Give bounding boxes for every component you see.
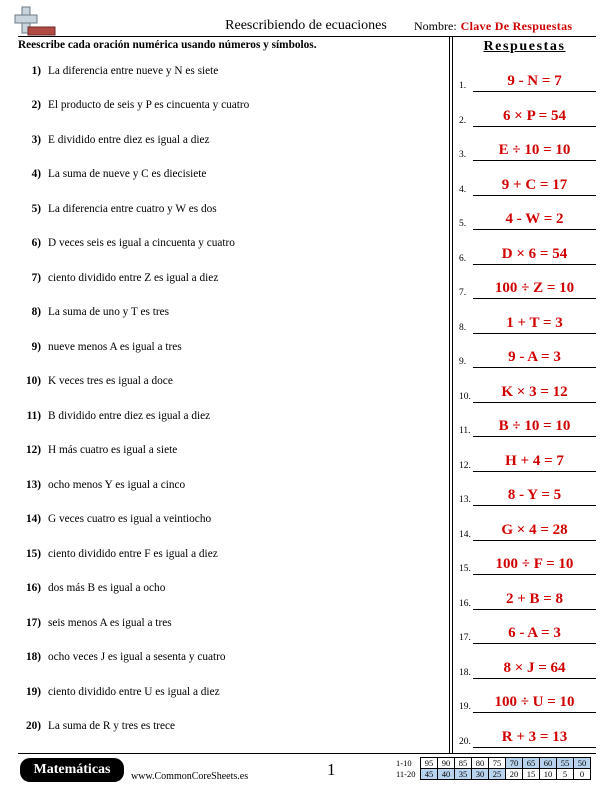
question-item — [18, 201, 217, 217]
answer-number: 20. — [459, 737, 471, 747]
answer-field[interactable]: 100 ÷ F = 10 — [473, 555, 596, 575]
instructions: Reescribe cada oración numérica usando números y símbolos. — [18, 39, 317, 51]
answer-number: 15. — [459, 564, 471, 574]
question-text: D veces seis es igual a cincuenta y cuatro — [48, 237, 235, 249]
answer-number: 7. — [459, 288, 467, 298]
answer-field[interactable]: 9 - A = 3 — [473, 348, 596, 368]
question-number: 10) — [25, 375, 41, 387]
score-cell: 85 — [455, 758, 472, 769]
question-text: B dividido entre diez es igual a diez — [48, 410, 211, 422]
score-table — [396, 757, 591, 780]
question-text: ocho menos Y es igual a cinco — [48, 479, 186, 491]
answer-field[interactable]: 6 - A = 3 — [473, 624, 596, 644]
question-number: 11) — [26, 410, 41, 422]
question-item — [18, 615, 172, 631]
question-item — [18, 235, 235, 251]
question-item — [18, 442, 177, 458]
score-cell: 40 — [438, 769, 455, 780]
question-text: K veces tres es igual a doce — [48, 375, 173, 387]
subject-badge: Matemáticas — [20, 758, 124, 782]
answer-field[interactable]: D × 6 = 54 — [473, 245, 596, 265]
score-cell: 55 — [557, 758, 574, 769]
question-number: 14) — [25, 513, 41, 525]
question-number: 17) — [25, 617, 41, 629]
answer-number: 1. — [459, 81, 467, 91]
question-item — [18, 97, 249, 113]
question-item — [18, 339, 182, 355]
answer-field[interactable]: 100 ÷ U = 10 — [473, 693, 596, 713]
question-number: 20) — [25, 720, 41, 732]
score-row-label: 11-20 — [396, 769, 416, 779]
answer-field[interactable]: 6 × P = 54 — [473, 107, 596, 127]
answer-number: 4. — [459, 185, 467, 195]
question-text: La diferencia entre nueve y N es siete — [48, 65, 219, 77]
question-number: 7) — [31, 272, 41, 284]
answer-field[interactable]: E ÷ 10 = 10 — [473, 141, 596, 161]
answer-field[interactable]: 9 - N = 7 — [473, 72, 596, 92]
answer-number: 10. — [459, 392, 471, 402]
question-number: 1) — [31, 65, 41, 77]
answer-number: 19. — [459, 702, 471, 712]
question-item — [18, 270, 218, 286]
answer-field[interactable]: 8 - Y = 5 — [473, 486, 596, 506]
score-cell: 75 — [489, 758, 506, 769]
score-cell: 30 — [472, 769, 489, 780]
score-cell: 25 — [489, 769, 506, 780]
answer-number: 8. — [459, 323, 467, 333]
question-text: H más cuatro es igual a siete — [48, 444, 178, 456]
answer-field[interactable]: G × 4 = 28 — [473, 521, 596, 541]
answer-key-label: Clave De Respuestas — [460, 19, 573, 33]
answer-number: 5. — [459, 219, 467, 229]
name-label: Nombre: — [414, 19, 457, 33]
question-text: G veces cuatro es igual a veintiocho — [48, 513, 212, 525]
header-rule — [18, 36, 596, 37]
score-cell: 60 — [540, 758, 557, 769]
question-item — [18, 166, 206, 182]
question-item — [18, 718, 175, 734]
score-cell: 50 — [574, 758, 591, 769]
question-number: 9) — [31, 341, 41, 353]
score-cell: 95 — [421, 758, 438, 769]
question-item — [18, 408, 210, 424]
answer-field[interactable]: 2 + B = 8 — [473, 590, 596, 610]
question-item — [18, 477, 185, 493]
page-number: 1 — [327, 760, 336, 779]
name-field — [414, 19, 572, 33]
question-text: seis menos A es igual a tres — [48, 617, 172, 629]
answer-field[interactable]: B ÷ 10 = 10 — [473, 417, 596, 437]
question-item — [18, 511, 211, 527]
question-text: ciento dividido entre Z es igual a diez — [48, 272, 219, 284]
score-cell: 90 — [438, 758, 455, 769]
score-cell: 65 — [523, 758, 540, 769]
answer-field[interactable]: K × 3 = 12 — [473, 383, 596, 403]
question-number: 12) — [25, 444, 41, 456]
score-cell: 15 — [523, 769, 540, 780]
answer-field[interactable]: H + 4 = 7 — [473, 452, 596, 472]
question-text: La suma de R y tres es trece — [48, 720, 176, 732]
question-text: E dividido entre diez es igual a diez — [48, 134, 210, 146]
answer-field[interactable]: R + 3 = 13 — [473, 728, 596, 748]
question-item — [18, 132, 210, 148]
answer-number: 13. — [459, 495, 471, 505]
question-text: ocho veces J es igual a sesenta y cuatro — [48, 651, 226, 663]
score-cell: 35 — [455, 769, 472, 780]
answer-field[interactable]: 1 + T = 3 — [473, 314, 596, 334]
score-cell: 5 — [557, 769, 574, 780]
question-item — [18, 63, 218, 79]
answer-field[interactable]: 9 + C = 17 — [473, 176, 596, 196]
question-number: 19) — [25, 686, 41, 698]
question-number: 18) — [25, 651, 41, 663]
question-number: 6) — [31, 237, 41, 249]
question-item — [18, 304, 169, 320]
answer-number: 14. — [459, 530, 471, 540]
question-text: La diferencia entre cuatro y W es dos — [48, 203, 217, 215]
answer-field[interactable]: 100 ÷ Z = 10 — [473, 279, 596, 299]
question-item — [18, 684, 220, 700]
question-number: 3) — [31, 134, 41, 146]
answer-number: 2. — [459, 116, 467, 126]
question-text: nueve menos A es igual a tres — [48, 341, 182, 353]
score-cell: 45 — [421, 769, 438, 780]
question-item — [18, 546, 218, 562]
score-cell: 0 — [574, 769, 591, 780]
answer-number: 12. — [459, 461, 471, 471]
worksheet-title: Reescribiendo de ecuaciones — [225, 18, 387, 33]
column-divider — [452, 36, 453, 753]
question-item — [18, 373, 173, 389]
score-cell: 20 — [506, 769, 523, 780]
question-number: 4) — [31, 168, 41, 180]
score-row-label: 1-10 — [396, 758, 412, 768]
question-text: La suma de nueve y C es diecisiete — [48, 168, 207, 180]
answer-number: 11. — [459, 426, 471, 436]
question-text: La suma de uno y T es tres — [48, 306, 170, 318]
question-item — [18, 649, 226, 665]
answer-field[interactable]: 4 - W = 2 — [473, 210, 596, 230]
answer-number: 17. — [459, 633, 471, 643]
question-number: 15) — [25, 548, 41, 560]
score-row — [396, 758, 591, 769]
website-link[interactable]: www.CommonCoreSheets.es — [131, 771, 249, 782]
score-cell: 70 — [506, 758, 523, 769]
question-text: El producto de seis y P es cincuenta y cuatro — [48, 99, 250, 111]
question-number: 8) — [31, 306, 41, 318]
score-cell: 80 — [472, 758, 489, 769]
footer-rule — [18, 753, 596, 754]
answer-number: 16. — [459, 599, 471, 609]
answer-number: 18. — [459, 668, 471, 678]
answer-number: 9. — [459, 357, 467, 367]
question-text: ciento dividido entre F es igual a diez — [48, 548, 218, 560]
question-item — [18, 580, 165, 596]
column-divider — [449, 36, 450, 753]
answer-number: 3. — [459, 150, 467, 160]
question-number: 13) — [25, 479, 41, 491]
score-row — [396, 769, 591, 780]
score-cell: 10 — [540, 769, 557, 780]
answers-heading: Respuestas — [483, 39, 566, 54]
question-text: ciento dividido entre U es igual a diez — [48, 686, 220, 698]
question-text: dos más B es igual a ocho — [48, 582, 166, 594]
question-number: 5) — [31, 203, 41, 215]
question-number: 2) — [31, 99, 41, 111]
answer-number: 6. — [459, 254, 467, 264]
question-number: 16) — [25, 582, 41, 594]
answer-field[interactable]: 8 × J = 64 — [473, 659, 596, 679]
